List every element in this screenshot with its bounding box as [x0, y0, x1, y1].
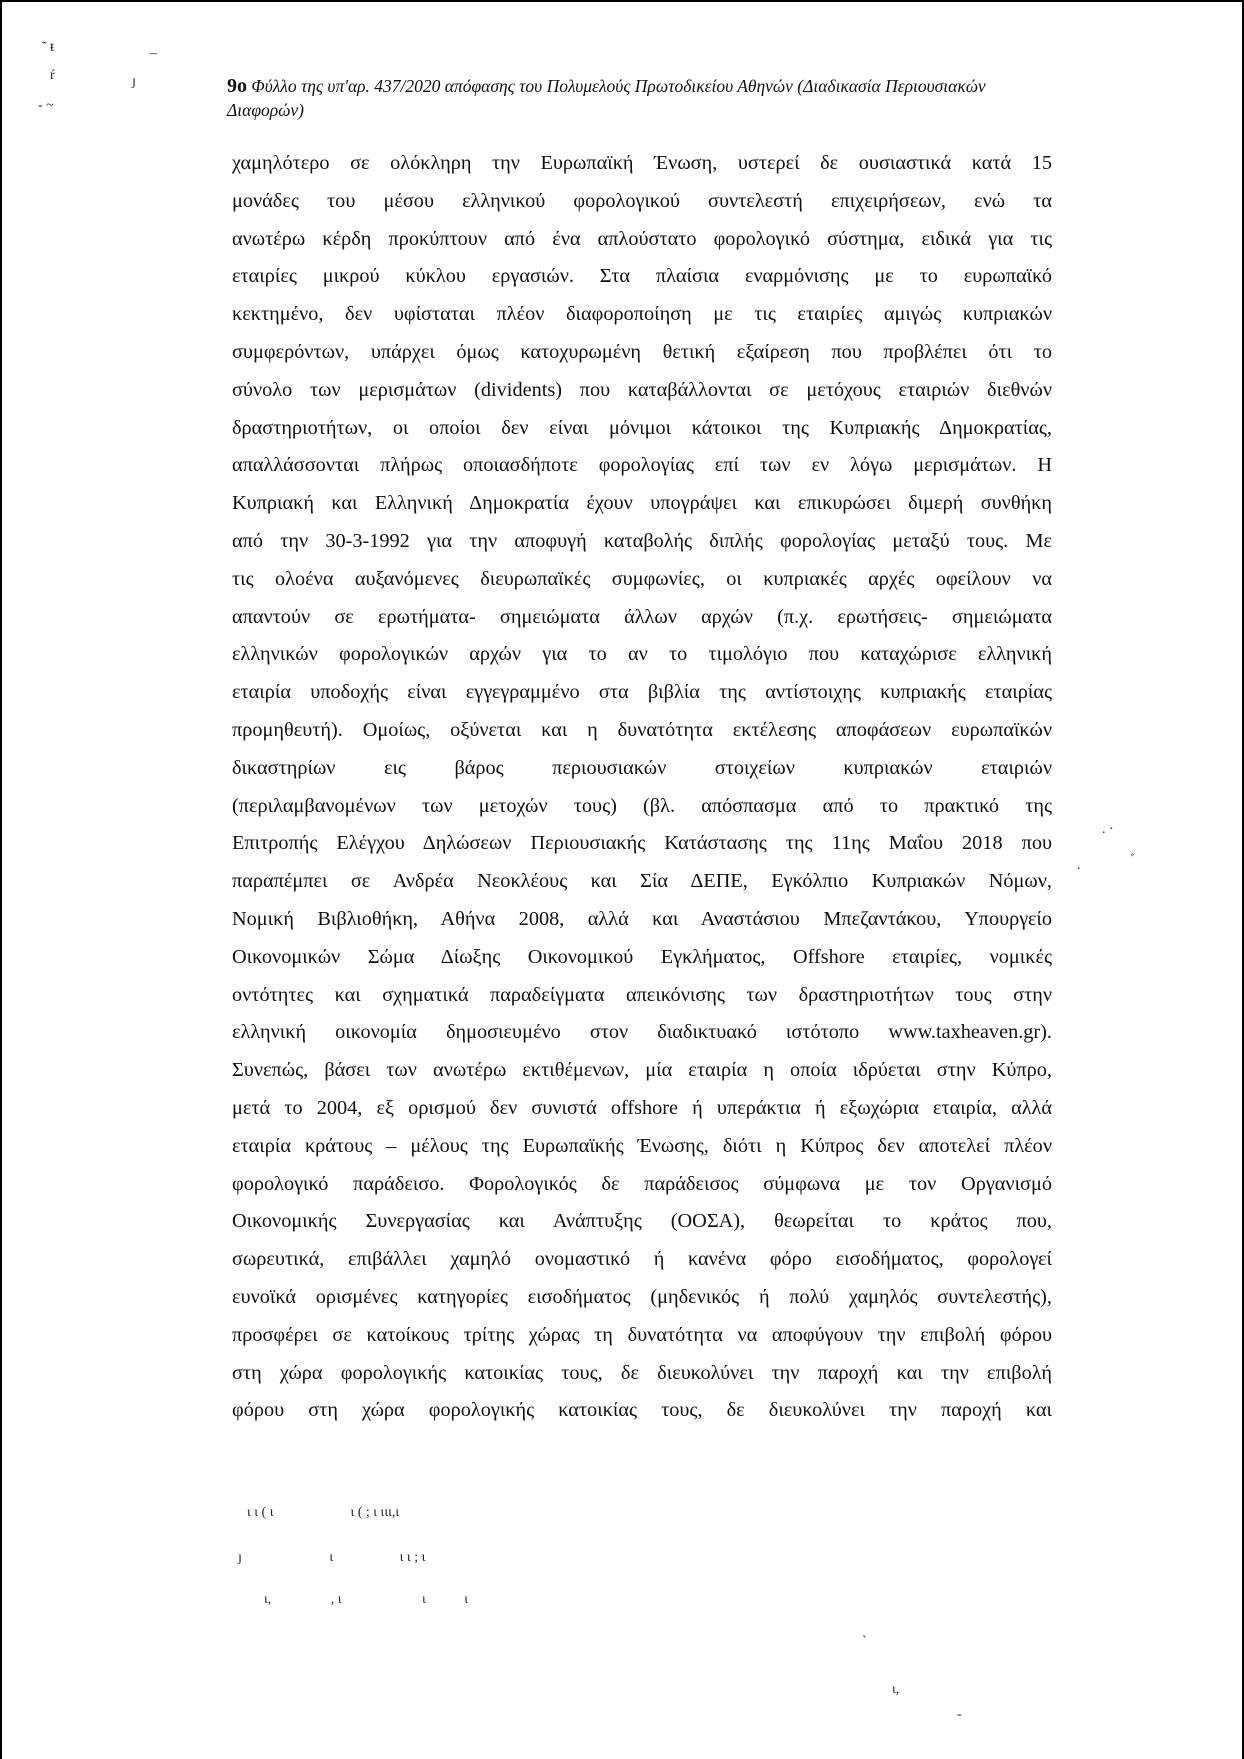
body-line: Επιτροπής Ελέγχου Δηλώσεων Περιουσιακής Κατάστασης της 11ης Μαΐου 2018 που: [232, 832, 1052, 855]
page-header: [227, 74, 1057, 122]
body-line: απαντούν σε ερωτήματα- σημειώματα άλλων αρχών (π.χ. ερωτήσεις- σημειώματα: [232, 605, 1052, 628]
body-line: δραστηριοτήτων, οι οποίοι δεν είναι μόνιμοι κάτοικοι της Κυπριακής Δημοκρατίας,: [232, 416, 1052, 439]
body-line: ελληνική οικονομία δημοσιευμένο στον διαδικτυακό ιστότοπο www.taxheaven.gr).: [232, 1021, 1052, 1044]
scan-mark: ι,: [892, 1682, 900, 1697]
body-line: σωρευτικά, επιβάλλει χαμηλό ονομαστικό ή κανένα φόρο εισοδήματος, φορολογεί: [232, 1248, 1052, 1271]
body-line: προσφέρει σε κατοίκους τρίτης χώρας τη δυνατότητα να αποφύγουν την επιβολή φόρου: [232, 1323, 1052, 1346]
body-text: [232, 145, 1052, 1430]
scan-mark: ι, , ι ι ι: [264, 1592, 469, 1607]
body-line: (περιλαμβανομένων των μετοχών τους) (βλ. απόσπασμα από το πρακτικό της: [232, 794, 1052, 817]
body-line: φόρου στη χώρα φορολογικής κατοικίας τους, δε διευκολύνει την παροχή και: [232, 1399, 1052, 1422]
scan-mark: -: [957, 1707, 962, 1722]
body-line: Νομική Βιβλιοθήκη, Αθήνα 2008, αλλά και Αναστάσιου Μπεζαντάκου, Υπουργείο: [232, 907, 1052, 930]
body-line: Κυπριακή και Ελληνική Δημοκρατία έχουν υπογράψει και επικυρώσει διμερή συνθήκη: [232, 492, 1052, 515]
body-line: Οικονομικής Συνεργασίας και Ανάπτυξης (ΟΟΣΑ), θεωρείται το κράτος που,: [232, 1210, 1052, 1233]
scan-mark: ȷ: [132, 74, 136, 89]
body-line: παραπέμπει σε Ανδρέα Νεοκλέους και Σία ΔΕΠΕ, Εγκόλπιο Κυπριακών Νόμων,: [232, 870, 1052, 893]
body-line: κεκτημένο, δεν υφίσταται πλέον διαφοροποίηση με τις εταιρίες αμιγώς κυπριακών: [232, 303, 1052, 326]
body-line: ανωτέρω κέρδη προκύπτουν από ένα απλούστατο φορολογικό σύστημα, ειδικά για τις: [232, 227, 1052, 250]
body-line: τις ολοένα αυξανόμενες διευρωπαϊκές συμφωνίες, οι κυπριακές αρχές οφείλουν να: [232, 567, 1052, 590]
body-line: από την 30-3-1992 για την αποφυγή καταβολής διπλής φορολογίας μεταξύ τους. Με: [232, 529, 1052, 552]
scan-mark: ι ι ( ι ι ( ; ι ιιι,ι: [247, 1505, 400, 1520]
header-text: Φύλλο της υπ'αρ. 437/2020 απόφασης του Πολυμελούς Πρωτοδικείου Αθηνών (Διαδικασία Περιουσιακών Διαφορών): [227, 76, 986, 120]
body-line: οντότητες και σχηματικά παραδείγματα απεικόνισης των δραστηριοτήτων τους στην: [232, 983, 1052, 1006]
body-line: ελληνικών φορολογικών αρχών για το αν το τιμολόγιο που καταχώρισε ελληνική: [232, 643, 1052, 666]
body-line: Οικονομικών Σώμα Δίωξης Οικονομικού Εγκλήματος, Offshore εταιρίες, νομικές: [232, 945, 1052, 968]
body-line: στη χώρα φορολογικής κατοικίας τους, δε διευκολύνει την παροχή και την επιβολή: [232, 1361, 1052, 1384]
scan-mark: .: [1077, 858, 1081, 873]
body-line: εταιρία υποδοχής είναι εγγεγραμμένο στα βιβλία της αντίστοιχης κυπριακής εταιρίας: [232, 681, 1052, 704]
body-line: φορολογικό παράδεισο. Φορολογικός δε παράδεισος σύμφωνα με τον Οργανισμό: [232, 1172, 1052, 1195]
body-line: συμφερόντων, υπάρχει όμως κατοχυρωμένη θετική εξαίρεση που προβλέπει ότι το: [232, 340, 1052, 363]
scan-mark: –: [150, 46, 157, 61]
body-line: απαλλάσσονται πλήρως οποιασδήποτε φορολογίας επί των εν λόγω μερισμάτων. Η: [232, 454, 1052, 477]
body-line: ευνοϊκά ορισμένες κατηγορίες εισοδήματος (μηδενικός ή πολύ χαμηλός συντελεστής),: [232, 1285, 1052, 1308]
body-line: σύνολο των μερισμάτων (dividents) που καταβάλλονται σε μετόχους εταιριών διεθνών: [232, 378, 1052, 401]
scan-mark: ‑ ~: [38, 98, 54, 113]
body-line: δικαστηρίων εις βάρος περιουσιακών στοιχείων κυπριακών εταιριών: [232, 756, 1052, 779]
body-line: χαμηλότερο σε ολόκληρη την Ευρωπαϊκή Ένωση, υστερεί δε ουσιαστικά κατά 15: [232, 152, 1052, 174]
body-line: εταιρίες μικρού κύκλου εργασιών. Στα πλαίσια εναρμόνισης με το ευρωπαϊκό: [232, 265, 1052, 288]
scan-mark: ﾞ: [1130, 854, 1137, 869]
scan-mark: ˜ ŧ: [42, 40, 55, 55]
scan-mark: . ·: [1102, 822, 1114, 837]
body-line: Συνεπώς, βάσει των ανωτέρω εκτιθέμενων, μία εταιρία η οποία ιδρύεται στην Κύπρο,: [232, 1059, 1052, 1082]
scan-mark: ȷ ι ι ι ; ι: [238, 1550, 426, 1565]
body-line: εταιρία κράτους – μέλους της Ευρωπαϊκής Ένωσης, διότι η Κύπρος δεν αποτελεί πλέον: [232, 1134, 1052, 1157]
scan-mark: ŕ: [50, 68, 55, 83]
body-line: μετά το 2004, εξ ορισμού δεν συνιστά offshore ή υπεράκτια ή εξωχώρια εταιρία, αλλά: [232, 1096, 1052, 1119]
body-line: μονάδες του μέσου ελληνικού φορολογικού συντελεστή επιχειρήσεων, ενώ τα: [232, 189, 1052, 212]
body-line: προμηθευτή). Ομοίως, οξύνεται και η δυνατότητα εκτέλεσης αποφάσεων ευρωπαϊκών: [232, 718, 1052, 741]
scan-mark: `: [862, 1634, 867, 1649]
page-number: 9ο: [227, 75, 247, 97]
